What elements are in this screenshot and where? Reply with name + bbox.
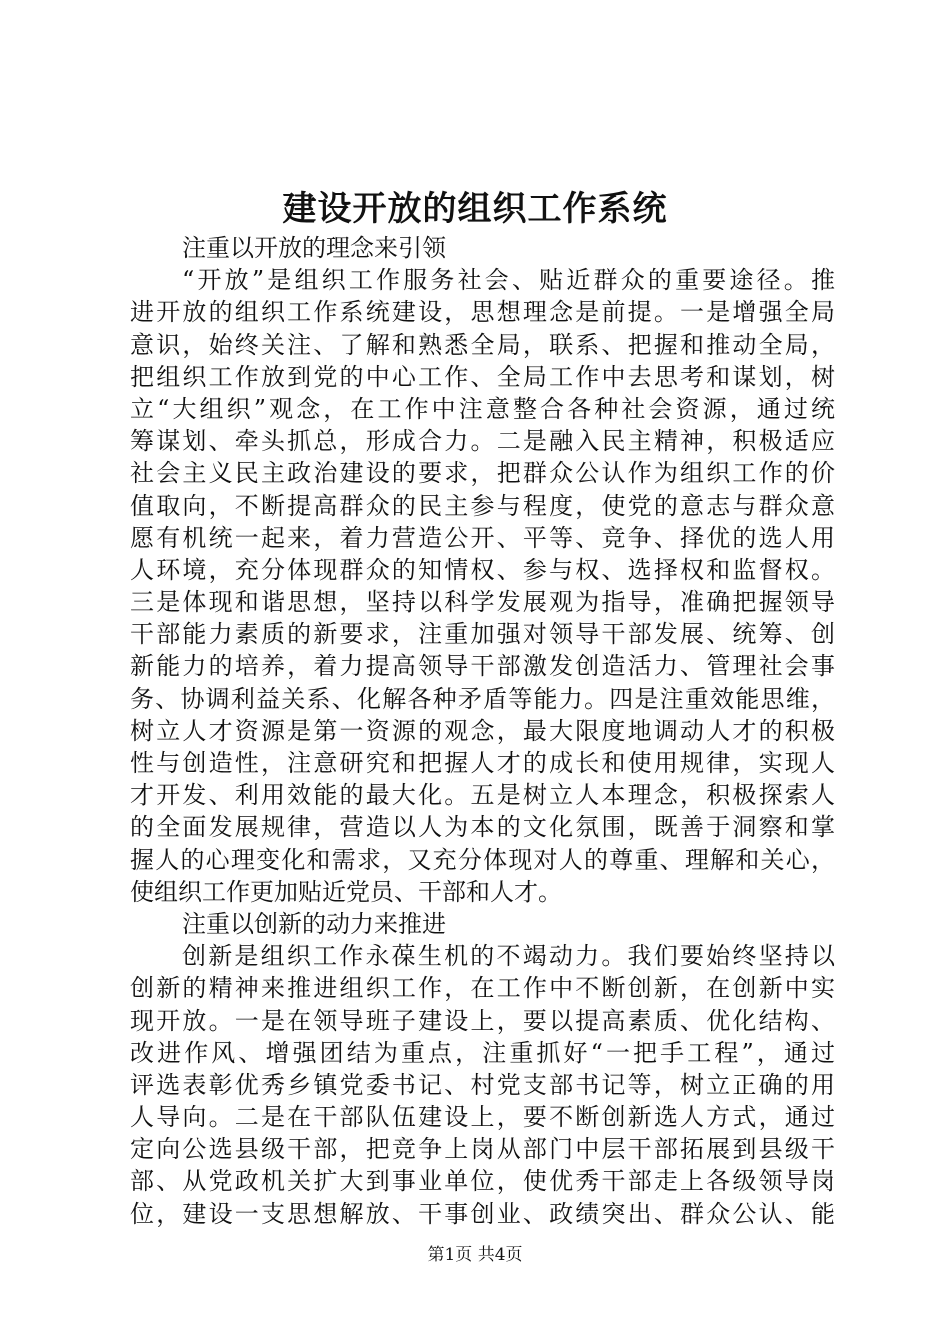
paragraph-line: 性与创造性，注意研究和把握人才的成长和使用规律，实现人 [130,749,835,777]
paragraph-line: “开放”是组织工作服务社会、贴近群众的重要途径。推 [182,266,835,295]
paragraph-line: 使组织工作更加贴近党员、干部和人才。 [130,877,562,906]
paragraph-line: 意识，始终关注、了解和熟悉全局，联系、把握和推动全局， [130,330,835,359]
document-body [130,232,835,1230]
page-number: 第1页 共4页 [427,1245,523,1265]
paragraph-line: 部、从党政机关扩大到事业单位，使优秀干部走上各级领导岗 [130,1167,835,1196]
paragraph-line: 位，建设一支思想解放、干事创业、政绩突出、群众公认、能 [130,1199,835,1228]
paragraph-line: 干部能力素质的新要求，注重加强对领导干部发展、统筹、创 [130,620,835,649]
paragraph-line: 值取向，不断提高群众的民主参与程度，使党的意志与群众意 [130,491,835,520]
paragraph-line: 筹谋划、牵头抓总，形成合力。二是融入民主精神，积极适应 [130,427,835,456]
section-heading: 注重以创新的动力来推进 [182,909,446,938]
paragraph-line: 的全面发展规律，营造以人为本的文化氛围，既善于洞察和掌 [130,813,835,842]
paragraph-line: 愿有机统一起来，着力营造公开、平等、竞争、择优的选人用 [130,523,835,552]
paragraph-line: 定向公选县级干部，把竞争上岗从部门中层干部拓展到县级干 [130,1135,835,1164]
paragraph-line: 创新的精神来推进组织工作，在工作中不断创新，在创新中实 [130,974,835,1003]
paragraph-line: 社会主义民主政治建设的要求，把群众公认作为组织工作的价 [130,459,835,488]
paragraph-line: 进开放的组织工作系统建设，思想理念是前提。一是增强全局 [130,298,835,327]
paragraph-line: 握人的心理变化和需求，又充分体现对人的尊重、理解和关心， [130,845,835,874]
paragraph-line: 现开放。一是在领导班子建设上，要以提高素质、优化结构、 [130,1006,835,1035]
paragraph-line: 人导向。二是在干部队伍建设上，要不断创新选人方式，通过 [130,1103,835,1132]
paragraph-line: 立“大组织”观念，在工作中注意整合各种社会资源，通过统 [130,394,835,423]
paragraph-line: 才开发、利用效能的最大化。五是树立人本理念，积极探索人 [130,781,835,810]
document-title: 建设开放的组织工作系统 [282,189,668,229]
paragraph-line: 人环境，充分体现群众的知情权、参与权、选择权和监督权。 [130,555,835,584]
paragraph-line: 树立人才资源是第一资源的观念，最大限度地调动人才的积极 [130,716,835,745]
paragraph-line: 评选表彰优秀乡镇党委书记、村党支部书记等，树立正确的用 [130,1070,835,1099]
paragraph-line: 新能力的培养，着力提高领导干部激发创造活力、管理社会事 [130,652,835,681]
paragraph-line: 改进作风、增强团结为重点，注重抓好“一把手工程”，通过 [130,1038,835,1067]
paragraph-line: 务、协调利益关系、化解各种矛盾等能力。四是注重效能思维， [130,684,835,713]
paragraph-line: 创新是组织工作永葆生机的不竭动力。我们要始终坚持以 [182,942,835,971]
section-heading: 注重以开放的理念来引领 [182,234,446,262]
paragraph-line: 三是体现和谐思想，坚持以科学发展观为指导，准确把握领导 [130,588,835,617]
paragraph-line: 把组织工作放到党的中心工作、全局工作中去思考和谋划，树 [130,362,835,391]
